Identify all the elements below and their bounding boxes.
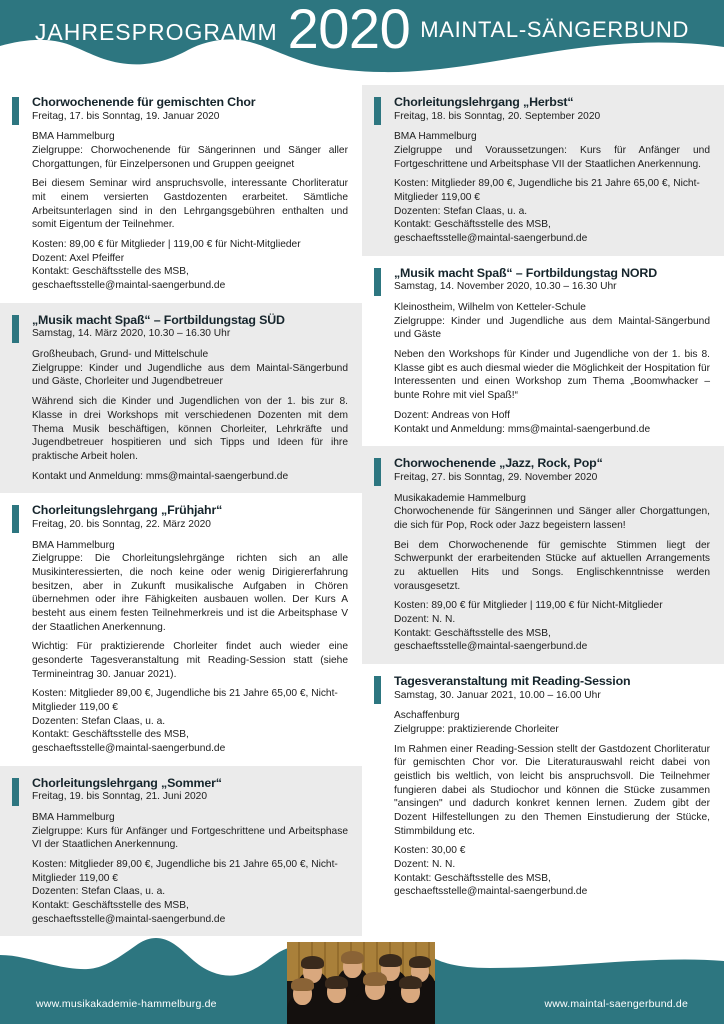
event-costs: Kosten: 89,00 € für Mitglieder | 119,00 € für Nicht-Mitglieder: [32, 239, 301, 251]
event-venue: BMA Hammelburg: [394, 131, 477, 143]
event-date: Freitag, 19. bis Sonntag, 21. Juni 2020: [32, 791, 208, 803]
event-description: Bei dem Chorwochenende für gemischte Stimmen liegt der Schwerpunkt der erarbeitenden Stücke auf aktuellen Arrangements zu aktuellen Hits und Songs. Englischkenntnisse werden vorausgesetzt.: [394, 539, 710, 592]
event-venue: Musikakademie Hammelburg: [394, 492, 526, 504]
event-body: [394, 130, 710, 245]
event-title: Chorwochenende „Jazz, Rock, Pop“: [394, 456, 603, 471]
accent-bar-icon: [12, 97, 19, 125]
right-column: [362, 85, 724, 941]
event-contact[interactable]: Kontakt und Anmeldung: mms@maintal-saengerbund.de: [394, 423, 651, 435]
event-description: Während sich die Kinder und Jugendlichen von der 1. bis zur 8. Klasse in drei Workshops mit verschiedenen Dozenten mit dem Thema Musik beschäftigen, können Chorleiter, Lehrkräfte und Jugendbetreuer hospitieren und sich Tipps und Ideen für ihre praktische Arbeit holen.: [32, 396, 348, 462]
event-target-group: Zielgruppe: Die Chorleitungslehrgänge richten sich an alle Musikinteressierten, die noch keine oder wenig Dirigiererfahrung besitzen, aber in Zukunft musikalische Aufgaben in Chören übernehmen oder ihre Fähigkeiten ausbauen wollen. Der Kurs A besteht aus einem festen Teilnehmerkreis und ist die Arbeitsphase V der Staatlichen Anerkennung.: [32, 553, 348, 633]
event-card[interactable]: [362, 85, 724, 256]
event-target-group: Zielgruppe: Kinder und Jugendliche aus dem Maintal-Sängerbund und Gäste, Chorleiter und Jugendbetreuer: [32, 362, 348, 388]
event-title: Tagesveranstaltung mit Reading-Session: [394, 673, 631, 688]
event-venue: Großheubach, Grund- und Mittelschule: [32, 349, 209, 361]
footer-link-saengerbund[interactable]: www.maintal-saengerbund.de: [544, 998, 688, 1010]
event-target-group: Zielgruppe: Chorwochenende für Sängerinnen und Sänger aller Chorgattungen, für Einzelpersonen und Gruppen geeignet: [32, 145, 348, 170]
header-organisation: MAINTAL-SÄNGERBUND: [420, 17, 690, 42]
event-target-group: Zielgruppe: Kinder und Jugendliche aus dem Maintal-Sängerbund und Gäste: [394, 315, 710, 341]
event-title: Chorleitungslehrgang „Sommer“: [32, 775, 222, 790]
accent-bar-icon: [12, 505, 19, 533]
event-body: [394, 492, 710, 654]
event-title: Chorleitungslehrgang „Herbst“: [394, 95, 574, 109]
event-description: Bei diesem Seminar wird anspruchsvolle, interessante Chorliteratur mit einem versierten Gastdozenten erarbeitet. Sämtliche Arbeitsunterlagen sind in den Lehrgangsgebühren enthalten und somit Eigentum der Teilnehmer.: [32, 178, 348, 231]
event-card[interactable]: [0, 85, 362, 303]
event-target-group: Chorwochenende für Sängerinnen und Sänger aller Chorgattungen, die sich für Pop, Rock oder Jazz begeistern lassen!: [394, 506, 710, 531]
page-footer: [0, 924, 724, 1024]
event-body: [32, 348, 348, 483]
event-date: Samstag, 14. November 2020, 10.30 – 16.30 Uhr: [394, 281, 617, 293]
event-date: Freitag, 18. bis Sonntag, 20. September 2020: [394, 110, 601, 122]
event-email[interactable]: geschaeftsstelle@maintal-saengerbund.de: [32, 280, 226, 292]
event-card[interactable]: [362, 664, 724, 909]
event-contact: Kontakt: Geschäftsstelle des MSB,: [32, 900, 189, 912]
event-target-group: Zielgruppe: Kurs für Anfänger und Fortgeschrittene und Arbeitsphase VI der Staatlichen Anerkennung.: [32, 825, 348, 851]
accent-bar-icon: [374, 268, 381, 296]
event-venue: Kleinostheim, Wilhelm von Ketteler-Schule: [394, 302, 586, 314]
event-email[interactable]: geschaeftsstelle@maintal-saengerbund.de: [32, 913, 226, 925]
event-target-group: Zielgruppe: praktizierende Chorleiter: [394, 723, 559, 735]
event-costs: Kosten: Mitglieder 89,00 €, Jugendliche bis 21 Jahre 65,00 €, Nicht-Mitglieder 119,00 €: [32, 688, 338, 713]
event-description: Wichtig: Für praktizierende Chorleiter findet auch wieder eine gesonderte Tagesveranstaltung mit Reading-Session statt (siehe Termineintrag 30. Januar 2021).: [32, 641, 348, 680]
event-email[interactable]: geschaeftsstelle@maintal-saengerbund.de: [394, 233, 588, 245]
content-columns: [0, 85, 724, 941]
left-column: [0, 85, 362, 941]
event-venue: Aschaffenburg: [394, 710, 460, 722]
header-title-group: [0, 0, 724, 58]
event-lecturer: Dozent: N. N.: [394, 859, 456, 871]
header-year: 2020: [287, 0, 411, 60]
event-lecturer: Dozent: Andreas von Hoff: [394, 409, 510, 421]
event-description: Neben den Workshops für Kinder und Jugendliche von der 1. bis 8. Klasse gibt es auch diesmal wieder die Möglichkeit der Hospitation für Interessenten und einen Workshop zum Thema „Boomwhacker – bunte Rohre mit viel Spaß!“: [394, 349, 710, 402]
event-body: [394, 301, 710, 436]
footer-link-musikakademie[interactable]: www.musikakademie-hammelburg.de: [36, 998, 217, 1010]
event-costs: Kosten: 30,00 €: [394, 845, 466, 857]
event-venue: BMA Hammelburg: [32, 812, 115, 824]
event-email[interactable]: geschaeftsstelle@maintal-saengerbund.de: [394, 641, 588, 653]
event-lecturer: Dozenten: Stefan Claas, u. a.: [32, 715, 166, 727]
event-card[interactable]: [0, 303, 362, 493]
event-target-group: Zielgruppe und Voraussetzungen: Kurs für Anfänger und Fortgeschrittene und Arbeitsphase VII der Staatlichen Anerkennung.: [394, 145, 710, 170]
event-email[interactable]: geschaeftsstelle@maintal-saengerbund.de: [32, 742, 226, 754]
event-card[interactable]: [0, 493, 362, 765]
event-contact: Kontakt: Geschäftsstelle des MSB,: [32, 729, 189, 741]
event-date: Freitag, 20. bis Sonntag, 22. März 2020: [32, 518, 211, 530]
event-body: [32, 811, 348, 926]
event-costs: Kosten: Mitglieder 89,00 €, Jugendliche bis 21 Jahre 65,00 €, Nicht-Mitglieder 119,00 €: [394, 178, 700, 204]
accent-bar-icon: [12, 315, 19, 343]
event-title: „Musik macht Spaß“ – Fortbildungstag SÜD: [32, 312, 285, 327]
event-contact: Kontakt: Geschäftsstelle des MSB,: [394, 219, 551, 231]
event-lecturer: Dozent: Axel Pfeiffer: [32, 252, 125, 264]
event-lecturer: Dozenten: Stefan Claas, u. a.: [32, 886, 166, 898]
event-body: [32, 539, 348, 756]
event-contact[interactable]: Kontakt und Anmeldung: mms@maintal-saengerbund.de: [32, 470, 289, 482]
event-venue: BMA Hammelburg: [32, 539, 115, 551]
accent-bar-icon: [374, 458, 381, 486]
event-date: Freitag, 27. bis Sonntag, 29. November 2020: [394, 471, 598, 483]
page-header: [0, 0, 724, 76]
event-date: Samstag, 14. März 2020, 10.30 – 16.30 Uhr: [32, 328, 231, 340]
accent-bar-icon: [374, 97, 381, 125]
accent-bar-icon: [374, 676, 381, 704]
event-lecturer: Dozenten: Stefan Claas, u. a.: [394, 205, 528, 217]
event-venue: BMA Hammelburg: [32, 131, 115, 143]
event-card[interactable]: [362, 256, 724, 446]
event-email[interactable]: geschaeftsstelle@maintal-saengerbund.de: [394, 886, 588, 898]
event-contact: Kontakt: Geschäftsstelle des MSB,: [32, 266, 189, 278]
event-contact: Kontakt: Geschäftsstelle des MSB,: [394, 627, 551, 639]
event-title: „Musik macht Spaß“ – Fortbildungstag NORD: [394, 265, 658, 280]
event-lecturer: Dozent: N. N.: [394, 613, 456, 625]
choir-photo: [287, 942, 435, 1024]
event-date: Samstag, 30. Januar 2021, 10.00 – 16.00 Uhr: [394, 689, 601, 701]
event-contact: Kontakt: Geschäftsstelle des MSB,: [394, 872, 551, 884]
event-title: Chorwochenende für gemischten Chor: [32, 95, 256, 109]
accent-bar-icon: [12, 778, 19, 806]
header-jahresprogramm: JAHRESPROGRAMM: [34, 18, 278, 45]
event-body: [32, 130, 348, 292]
event-title: Chorleitungslehrgang „Frühjahr“: [32, 503, 223, 518]
event-body: [394, 709, 710, 899]
event-card[interactable]: [362, 446, 724, 664]
event-costs: Kosten: Mitglieder 89,00 €, Jugendliche bis 21 Jahre 65,00 €, Nicht-Mitglieder 119,00 €: [32, 859, 338, 884]
event-card[interactable]: [0, 766, 362, 937]
event-date: Freitag, 17. bis Sonntag, 19. Januar 2020: [32, 110, 220, 122]
event-costs: Kosten: 89,00 € für Mitglieder | 119,00 € für Nicht-Mitglieder: [394, 600, 663, 612]
event-description: Im Rahmen einer Reading-Session stellt der Gastdozent Chorliteratur für gemischten Chor vor. Die Literaturauswahl reicht dabei von geistlich bis weltlich, von leicht bis anspruchsvoll. Die Teilnehmer fungieren dabei als Studiochor und können die Stücke zusammen "ansingen" und dadurch konkret kennen lernen. Zudem gibt der Dozent Hilfestellungen zu den Themen Einstudierung der Stücke, Stimmbildung etc.: [394, 743, 710, 837]
